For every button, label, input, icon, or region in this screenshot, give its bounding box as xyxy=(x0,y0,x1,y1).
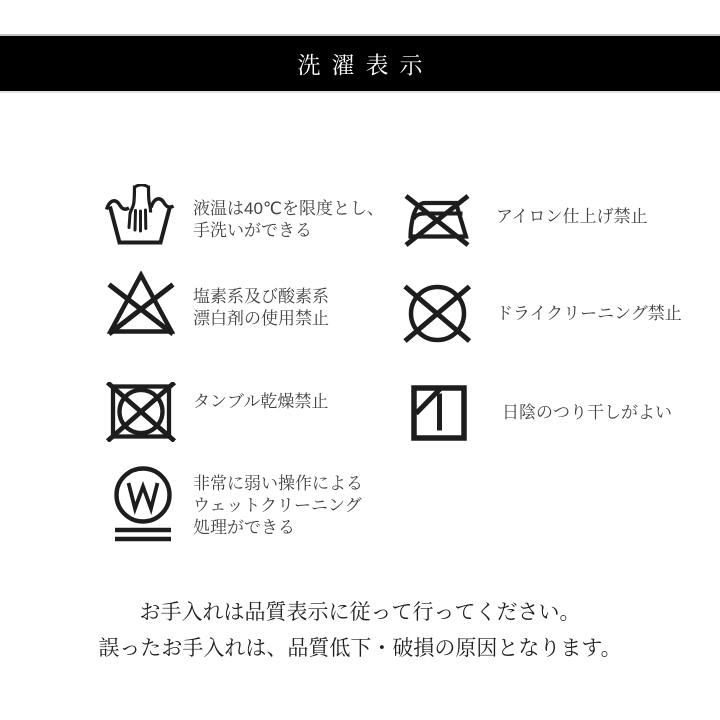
care-item-label: タンブル乾燥禁止 xyxy=(193,392,329,411)
care-item-label: 液温は40℃を限度とし、 手洗いができる xyxy=(193,199,385,240)
care-item-shade-hang-dry xyxy=(411,385,672,441)
shade-hang-dry-icon xyxy=(411,385,467,441)
footer-note xyxy=(0,594,720,666)
care-item-label: 日陰のつり干しがよい xyxy=(502,403,672,422)
care-item-label: アイロン仕上げ禁止 xyxy=(496,207,648,226)
no-dry-cleaning-icon xyxy=(402,284,472,344)
care-item-hand-wash xyxy=(105,184,384,246)
care-item-no-tumble-dry xyxy=(106,382,328,442)
header-bar xyxy=(0,34,720,93)
care-item-label: ドライクリーニング禁止 xyxy=(496,304,682,323)
footer-line: 誤ったお手入れは、品質低下・破損の原因となります。 xyxy=(98,636,622,660)
care-item-no-iron xyxy=(404,193,647,251)
care-item-label: 塩素系及び酸素系 漂白剤の使用禁止 xyxy=(193,287,329,328)
gentle-wet-cleaning-icon xyxy=(111,466,175,546)
footer-line: お手入れは品質表示に従って行ってください。 xyxy=(139,600,581,624)
care-item-no-dry-cleaning xyxy=(402,284,682,344)
no-tumble-dry-icon xyxy=(106,382,176,442)
no-iron-icon xyxy=(404,193,472,251)
care-item-no-bleach xyxy=(105,271,329,337)
no-bleach-triangle-icon xyxy=(105,271,177,337)
care-item-wet-cleaning xyxy=(111,466,363,546)
page-title: 洗濯表示 xyxy=(297,52,434,78)
hand-wash-tub-icon xyxy=(105,184,175,246)
care-item-label: 非常に弱い操作による ウェットクリーニング 処理ができる xyxy=(193,474,363,537)
